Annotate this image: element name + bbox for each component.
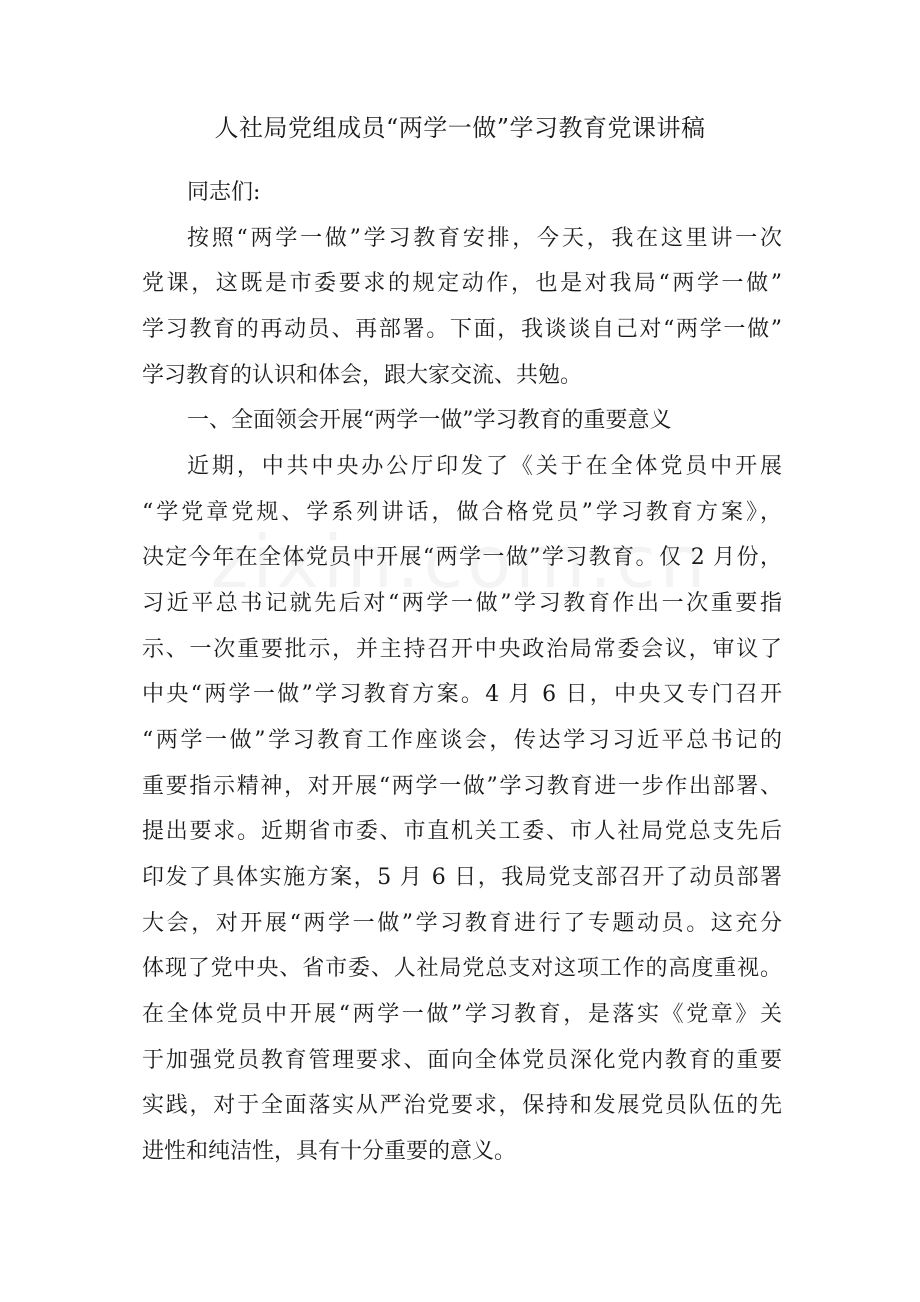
paragraph-line: 近期，中共中央办公厅印发了《关于在全体党员中开展: [187, 454, 782, 479]
paragraph-line: 进性和纯洁性，具有十分重要的意义。: [142, 1139, 517, 1164]
paragraph-line: 印发了具体实施方案，5 月 6 日，我局党支部召开了动员部署: [142, 865, 782, 890]
paragraph-line: 党课，这既是市委要求的规定动作，也是对我局“两学一做”: [142, 271, 782, 296]
paragraph-line: 学习教育的再动员、再部署。下面，我谈谈自己对“两学一做”: [142, 317, 782, 342]
paragraph-line: 习近平总书记就先后对“两学一做”学习教育作出一次重要指: [142, 591, 782, 616]
paragraph-line: 中央“两学一做”学习教育方案。4 月 6 日，中央又专门召开: [142, 682, 782, 707]
paragraph-line: 重要指示精神，对开展“两学一做”学习教育进一步作出部署、: [142, 774, 782, 799]
paragraph-line: 实践，对于全面落实从严治党要求，保持和发展党员队伍的先: [142, 1093, 782, 1118]
salutation: 同志们:: [187, 180, 261, 205]
paragraph-line: “两学一做”学习教育工作座谈会，传达学习习近平总书记的: [142, 728, 782, 753]
paragraph-line: 提出要求。近期省市委、市直机关工委、市人社局党总支先后: [142, 819, 782, 844]
paragraph-line: 按照“两学一做”学习教育安排，今天，我在这里讲一次: [187, 226, 782, 251]
paragraph-line: 体现了党中央、省市委、人社局党总支对这项工作的高度重视。: [142, 956, 782, 981]
paragraph-line: 决定今年在全体党员中开展“两学一做”学习教育。仅 2 月份，: [142, 545, 782, 570]
paragraph-line: 在全体党员中开展“两学一做”学习教育，是落实《党章》关: [142, 1002, 782, 1027]
paragraph-line: 大会，对开展“两学一做”学习教育进行了专题动员。这充分: [142, 911, 782, 936]
paragraph-line: “学党章党规、学系列讲话，做合格党员”学习教育方案》，: [142, 500, 782, 525]
section-heading: 一、全面领会开展“两学一做”学习教育的重要意义: [187, 408, 672, 433]
document-title: 人社局党组成员“两学一做”学习教育党课讲稿: [214, 114, 706, 142]
paragraph-line: 学习教育的认识和体会，跟大家交流、共勉。: [142, 363, 583, 388]
paragraph-line: 示、一次重要批示，并主持召开中央政治局常委会议，审议了: [142, 637, 782, 662]
paragraph-line: 于加强党员教育管理要求、面向全体党员深化党内教育的重要: [142, 1048, 782, 1073]
